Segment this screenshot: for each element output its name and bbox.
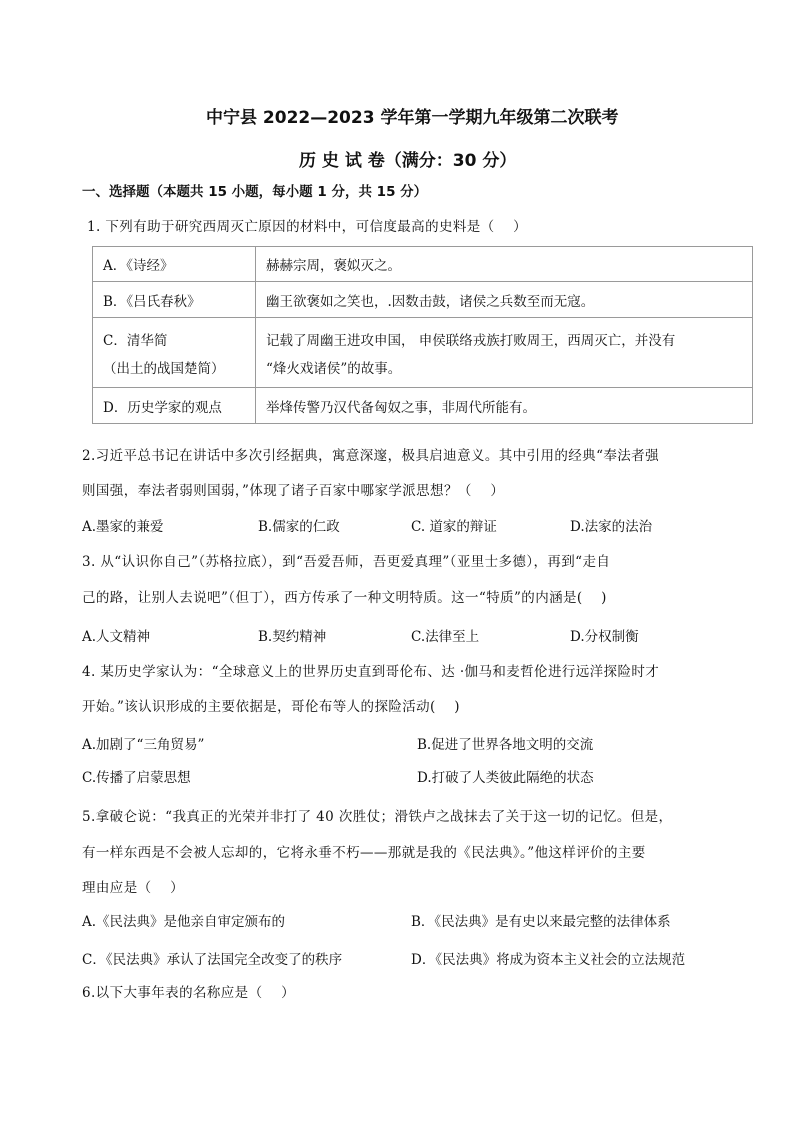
option-d: D.法家的法治 [570,519,653,535]
question-4-line: 4. 某历史学家认为：“全球意义上的世界历史直到哥伦布、达 ·伽马和麦哲伦进行远洋探险时才 [82,664,660,680]
source-table [92,246,753,424]
table-row [93,247,753,282]
content-cell [256,318,753,388]
question-3-line: 3. 从“认识你自己”（苏格拉底），到“吾爱吾师，吾更爱真理”（亚里士多德），再到“走自 [82,554,611,570]
source-label: C．清华简 [103,332,168,349]
question-2-line: 则国强，奉法者弱则国弱，”体现了诸子百家中哪家学派思想？（ ） [82,483,505,499]
table-row [93,318,753,388]
content-line: “烽火戏诸侯”的故事。 [266,360,402,377]
content-cell: 举烽传警乃汉代备匈奴之事，非周代所能有。 [256,388,753,424]
option-d: D.分权制衡 [570,629,639,645]
source-cell [93,318,256,388]
question-5-line: 5.拿破仑说：“我真正的光荣并非打了 40 次胜仗；滑铁卢之战抹去了关于这一切的记忆。但是， [82,809,673,825]
table-row [93,388,753,424]
content-cell: 赫赫宗周，褒姒灭之。 [256,247,753,282]
option-c: C. 道家的辩证 [411,519,497,535]
question-5-line: 有一样东西是不会被人忘却的，它将永垂不朽——那就是我的《民法典》。”他这样评价的主要 [82,845,646,861]
source-cell: A．《诗经》 [93,247,256,282]
table-row [93,282,753,318]
content-cell: 幽王欲褒如之笑也，.因数击鼓，诸侯之兵数至而无寇。 [256,282,753,318]
option-c: C.法律至上 [411,629,480,645]
option-b: B.儒家的仁政 [258,519,340,535]
source-cell: D．历史学家的观点 [93,388,256,424]
option-d: D．《民法典》将成为资本主义社会的立法规范 [411,952,686,968]
exam-subtitle: 历 史 试 卷（满分：30 分） [299,151,517,171]
question-6-stem: 6.以下大事年表的名称应是（ ） [82,985,295,1001]
source-note: （出土的战国楚简） [103,360,225,377]
question-2-line: 2.习近平总书记在讲话中多次引经据典，寓意深邃，极具启迪意义。其中引用的经典“奉法者强 [82,448,659,464]
option-b: B.促进了世界各地文明的交流 [417,737,594,753]
question-4-line: 开始。”该认识形成的主要依据是，哥伦布等人的探险活动( ) [82,699,460,715]
option-d: D.打破了人类彼此隔绝的状态 [417,770,594,786]
source-cell: B．《吕氏春秋》 [93,282,256,318]
section-heading: 一、选择题（本题共 15 小题，每小题 1 分，共 15 分） [82,184,428,200]
option-c: C．《民法典》承认了法国完全改变了的秩序 [82,952,343,968]
option-a: A.《民法典》是他亲自审定颁布的 [82,914,286,930]
option-a: A.人文精神 [82,629,151,645]
exam-title: 中宁县 2022—2023 学年第一学期九年级第二次联考 [206,108,619,128]
option-c: C.传播了启蒙思想 [82,770,191,786]
content-line: 记载了周幽王进攻申国， 申侯联络戎族打败周王，西周灭亡，并没有 [266,332,676,349]
question-3-line: 己的路，让别人去说吧”（但丁），西方传承了一种文明特质。这一“特质”的内涵是( ) [82,590,607,606]
question-1-stem: 1. 下列有助于研究西周灭亡原因的材料中，可信度最高的史料是（ ） [87,219,528,235]
option-a: A.墨家的兼爱 [82,519,164,535]
option-b: B．《民法典》是有史以来最完整的法律体系 [411,914,671,930]
option-a: A.加剧了“三角贸易” [82,737,205,753]
option-b: B.契约精神 [258,629,327,645]
question-5-line: 理由应是（ ） [82,880,184,896]
